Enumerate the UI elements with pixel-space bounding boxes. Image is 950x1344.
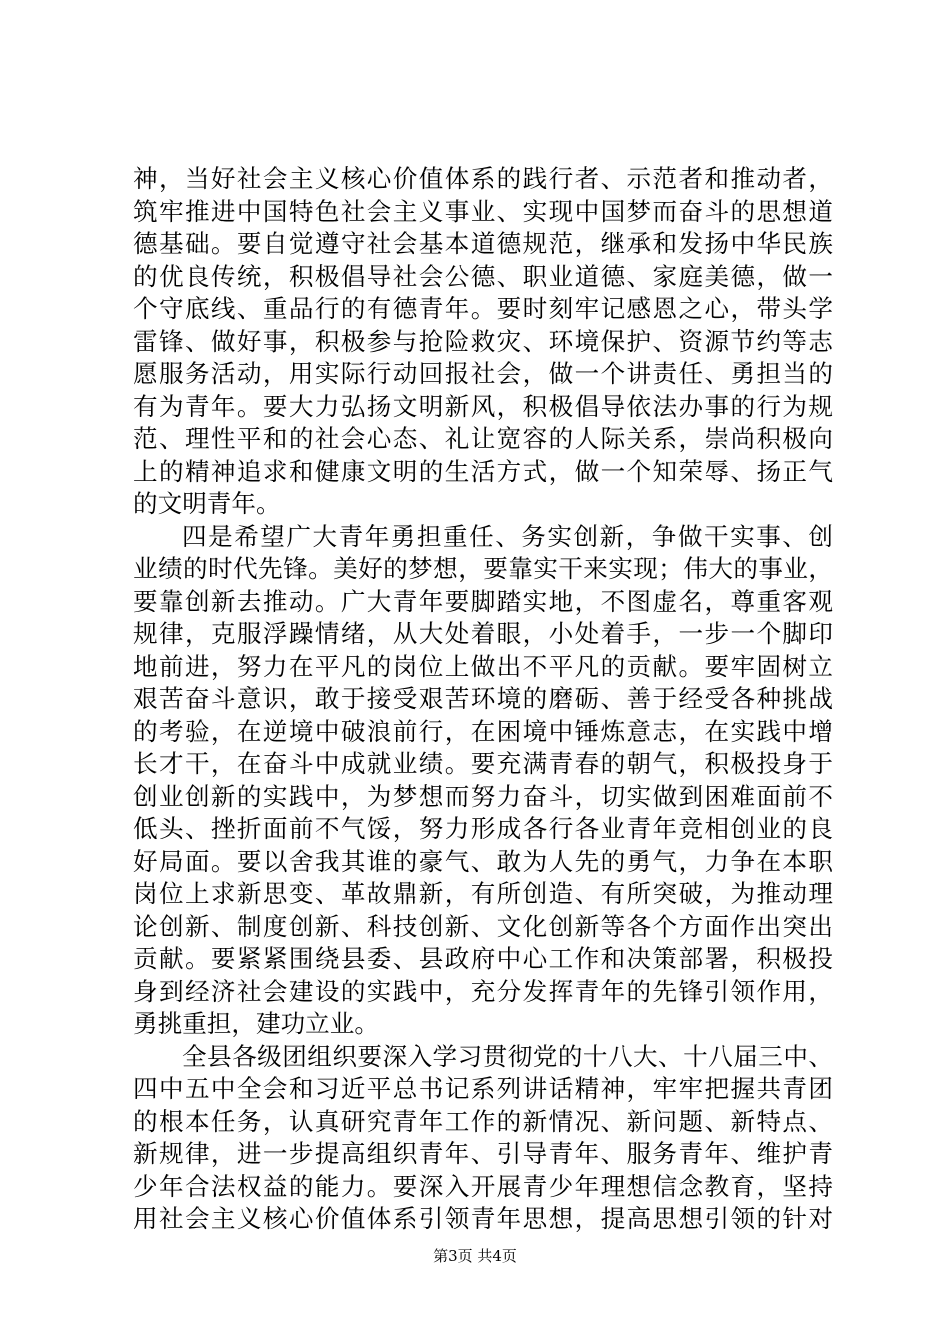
text-line: 规律，克服浮躁情绪，从大处着眼，小处着手，一步一个脚印: [133, 619, 833, 648]
text-line: 创业创新的实践中，为梦想而努力奋斗，切实做到困难面前不: [133, 781, 833, 811]
text-line: 的优良传统，积极倡导社会公德、职业道德、家庭美德，做一: [133, 261, 833, 291]
paragraph: [133, 521, 833, 1041]
text-line: 论创新、制度创新、科技创新、文化创新等各个方面作出突出: [133, 911, 833, 941]
text-line: 少年合法权益的能力。要深入开展青少年理想信念教育，坚持: [133, 1171, 833, 1201]
text-line: 业绩的时代先锋。美好的梦想，要靠实干来实现；伟大的事业，: [133, 554, 833, 583]
text-line: 岗位上求新思变、革故鼎新，有所创造、有所突破，为推动理: [133, 879, 833, 908]
document-body: [133, 163, 833, 1236]
text-line: 勇挑重担，建功立业。: [133, 1009, 379, 1038]
paragraph: [133, 163, 833, 521]
page-footer: 第3页 共4页: [433, 1247, 517, 1265]
text-line: 贡献。要紧紧围绕县委、县政府中心工作和决策部署，积极投: [133, 944, 833, 973]
text-line: 的根本任务，认真研究青年工作的新情况、新问题、新特点、: [133, 1106, 833, 1136]
text-line: 筑牢推进中国特色社会主义事业、实现中国梦而奋斗的思想道: [133, 196, 833, 226]
text-line: 身到经济社会建设的实践中，充分发挥青年的先锋引领作用，: [133, 976, 833, 1006]
text-line: 有为青年。要大力弘扬文明新风，积极倡导依法办事的行为规: [133, 391, 833, 421]
text-line: 要靠创新去推动。广大青年要脚踏实地，不图虚名，尊重客观: [133, 586, 833, 616]
text-line: 全县各级团组织要深入学习贯彻党的十八大、十八届三中、: [182, 1041, 833, 1071]
text-line: 艰苦奋斗意识，敢于接受艰苦环境的磨砺、善于经受各种挑战: [133, 684, 833, 713]
text-line: 个守底线、重品行的有德青年。要时刻牢记感恩之心，带头学: [133, 294, 833, 323]
text-line: 用社会主义核心价值体系引领青年思想，提高思想引领的针对: [133, 1204, 833, 1233]
paragraph: [133, 1041, 833, 1236]
text-line: 低头、挫折面前不气馁，努力形成各行各业青年竞相创业的良: [133, 814, 833, 843]
text-line: 地前进，努力在平凡的岗位上做出不平凡的贡献。要牢固树立: [133, 651, 833, 681]
text-line: 的考验，在逆境中破浪前行，在困境中锤炼意志，在实践中增: [133, 716, 833, 746]
text-line: 四是希望广大青年勇担重任、务实创新，争做干实事、创: [182, 521, 833, 551]
text-line: 神，当好社会主义核心价值体系的践行者、示范者和推动者，: [133, 164, 833, 193]
text-line: 的文明青年。: [133, 489, 281, 518]
text-line: 愿服务活动，用实际行动回报社会，做一个讲责任、勇担当的: [133, 359, 833, 388]
text-line: 上的精神追求和健康文明的生活方式，做一个知荣辱、扬正气: [133, 456, 833, 486]
text-line: 四中五中全会和习近平总书记系列讲话精神，牢牢把握共青团: [133, 1074, 833, 1103]
text-line: 新规律，进一步提高组织青年、引导青年、服务青年、维护青: [133, 1139, 833, 1168]
text-line: 德基础。要自觉遵守社会基本道德规范，继承和发扬中华民族: [133, 229, 833, 258]
text-line: 好局面。要以舍我其谁的豪气、敢为人先的勇气，力争在本职: [133, 846, 833, 876]
text-line: 雷锋、做好事，积极参与抢险救灾、环境保护、资源节约等志: [133, 326, 833, 356]
text-line: 长才干，在奋斗中成就业绩。要充满青春的朝气，积极投身于: [133, 749, 833, 778]
text-line: 范、理性平和的社会心态、礼让宽容的人际关系，崇尚积极向: [133, 424, 833, 453]
